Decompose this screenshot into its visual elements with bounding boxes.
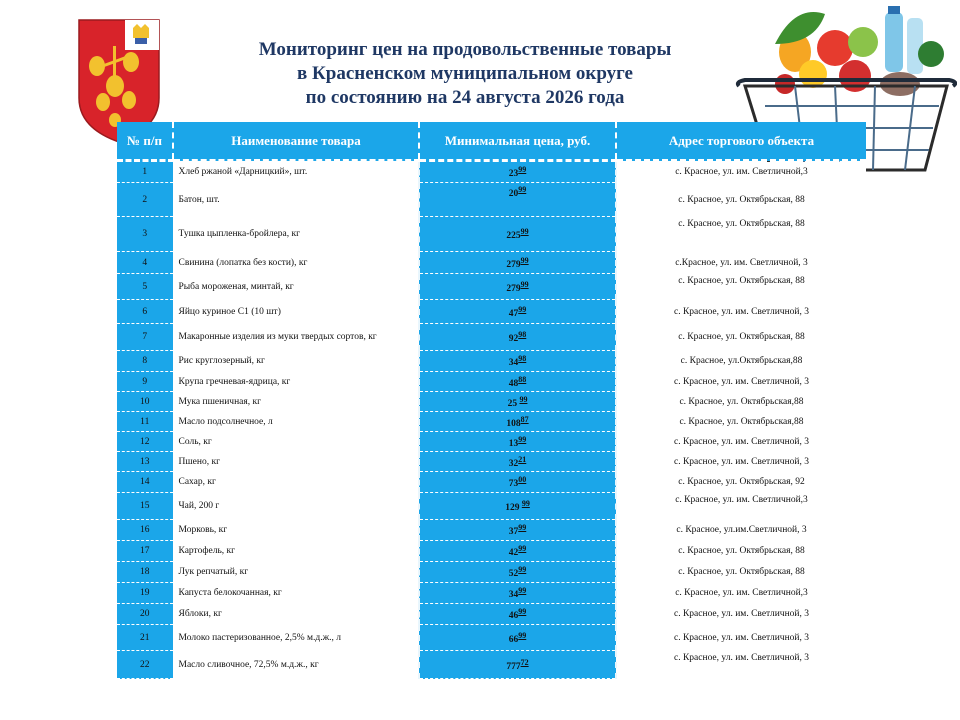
price-kopecks: 99 [520, 279, 529, 289]
price-rubles: 777 [506, 661, 521, 672]
price-kopecks: 98 [518, 354, 527, 363]
min-price [419, 452, 616, 472]
store-address: с. Красное, ул. им. Светличной, 3 [616, 651, 866, 679]
store-address: с. Красное, ул. Октябрьская, 92 [616, 472, 866, 493]
table-row [117, 161, 866, 183]
row-number: 1 [117, 161, 173, 183]
table-row [117, 604, 866, 625]
table-row [117, 217, 866, 252]
price-rubles: 20 [508, 189, 519, 199]
title-line-2: в Красненском муниципальном округе [297, 63, 633, 84]
table-row [117, 651, 866, 679]
price-rubles: 25 [507, 398, 520, 409]
row-number: 4 [117, 252, 173, 274]
store-address: с. Красное, ул. им. Светличной, 3 [616, 452, 866, 472]
store-address: с. Красное, ул. им. Светличной,3 [616, 583, 866, 604]
title-line-3: по состоянию на 24 августа 2026 года [305, 87, 625, 108]
page-title [215, 38, 715, 110]
row-number: 17 [117, 541, 173, 562]
header-number: № п/п [117, 122, 173, 161]
table-header-row [117, 122, 866, 161]
product-name: Молоко пастеризованное, 2,5% м.д.ж., л [173, 625, 419, 651]
min-price [419, 625, 616, 651]
store-address: с.Красное, ул. им. Светличной, 3 [616, 252, 866, 274]
price-kopecks: 99 [521, 499, 530, 508]
row-number: 12 [117, 432, 173, 452]
min-price [419, 493, 616, 520]
table-row [117, 183, 866, 217]
product-name: Макаронные изделия из муки твердых сортов, кг [173, 324, 419, 351]
table-row [117, 472, 866, 493]
price-kopecks: 99 [518, 304, 527, 314]
product-name: Свинина (лопатка без кости), кг [173, 252, 419, 274]
min-price [419, 432, 616, 452]
min-price [419, 372, 616, 392]
price-rubles: 108 [506, 418, 521, 429]
store-address: с. Красное, ул. им. Светличной, 3 [616, 372, 866, 392]
store-address: с. Красное, ул. Октябрьская, 88 [616, 274, 866, 300]
store-address: с. Красное, ул. Октябрьская, 88 [616, 217, 866, 252]
store-address: с. Красное, ул. им. Светличной,3 [616, 161, 866, 183]
product-name: Картофель, кг [173, 541, 419, 562]
store-address: с. Красное, ул. Октябрьская, 88 [616, 324, 866, 351]
store-address: с. Красное, ул.им.Светличной, 3 [616, 520, 866, 541]
price-rubles: 32 [508, 458, 519, 469]
product-name: Масло сливочное, 72,5% м.д.ж., кг [173, 651, 419, 679]
min-price [419, 252, 616, 274]
min-price [419, 562, 616, 583]
min-price [419, 472, 616, 493]
price-kopecks: 99 [518, 434, 527, 444]
price-rubles: 92 [508, 334, 519, 344]
row-number: 3 [117, 217, 173, 252]
row-number: 2 [117, 183, 173, 217]
price-kopecks: 99 [518, 586, 527, 595]
table-row [117, 583, 866, 604]
row-number: 9 [117, 372, 173, 392]
price-rubles: 66 [508, 634, 519, 645]
min-price [419, 392, 616, 412]
store-address: с. Красное, ул.Октябрьская,88 [616, 351, 866, 372]
min-price [419, 583, 616, 604]
min-price [419, 300, 616, 324]
header-min-price: Минимальная цена, руб. [419, 122, 616, 161]
table-row [117, 520, 866, 541]
store-address: с. Красное, ул. им. Светличной, 3 [616, 432, 866, 452]
row-number: 18 [117, 562, 173, 583]
table-row [117, 562, 866, 583]
table-row [117, 300, 866, 324]
price-rubles: 42 [508, 548, 519, 558]
price-kopecks: 88 [518, 374, 527, 384]
product-name: Капуста белокочанная, кг [173, 583, 419, 604]
min-price [419, 651, 616, 679]
price-rubles: 23 [508, 169, 519, 179]
product-name: Масло подсолнечное, л [173, 412, 419, 432]
row-number: 7 [117, 324, 173, 351]
price-rubles: 279 [506, 259, 521, 270]
product-name: Яблоки, кг [173, 604, 419, 625]
min-price [419, 520, 616, 541]
table-row [117, 452, 866, 472]
price-kopecks: 99 [518, 165, 527, 174]
price-rubles: 13 [508, 438, 519, 449]
min-price [419, 604, 616, 625]
min-price [419, 274, 616, 300]
product-name: Батон, шт. [173, 183, 419, 217]
price-kopecks: 99 [519, 394, 528, 404]
price-kopecks: 99 [518, 565, 527, 574]
min-price [419, 541, 616, 562]
price-rubles: 279 [506, 283, 521, 294]
price-rubles: 52 [508, 569, 519, 579]
price-kopecks: 00 [518, 475, 527, 484]
row-number: 16 [117, 520, 173, 541]
row-number: 8 [117, 351, 173, 372]
price-rubles: 225 [506, 231, 521, 241]
store-address: с. Красное, ул. им. Светличной, 3 [616, 625, 866, 651]
product-name: Лук репчатый, кг [173, 562, 419, 583]
table-row [117, 493, 866, 520]
min-price [419, 161, 616, 183]
min-price [419, 183, 616, 217]
price-kopecks: 99 [518, 544, 527, 553]
store-address: с. Красное, ул. Октябрьская, 88 [616, 562, 866, 583]
store-address: с. Красное, ул. Октябрьская, 88 [616, 541, 866, 562]
table-row [117, 372, 866, 392]
store-address: с. Красное, ул. им. Светличной,3 [616, 493, 866, 520]
price-rubles: 129 [505, 503, 522, 513]
title-line-1: Мониторинг цен на продовольственные товары [258, 39, 672, 60]
store-address: с. Красное, ул. Октябрьская,88 [616, 392, 866, 412]
table-row [117, 392, 866, 412]
product-name: Пшено, кг [173, 452, 419, 472]
price-kopecks: 99 [518, 185, 527, 194]
price-rubles: 34 [508, 590, 519, 600]
price-kopecks: 72 [520, 657, 529, 667]
price-kopecks: 98 [518, 330, 527, 339]
row-number: 13 [117, 452, 173, 472]
store-address: с. Красное, ул. Октябрьская,88 [616, 412, 866, 432]
product-name: Тушка цыпленка-бройлера, кг [173, 217, 419, 252]
min-price [419, 217, 616, 252]
header-product-name: Наименование товара [173, 122, 419, 161]
table-row [117, 324, 866, 351]
product-name: Сахар, кг [173, 472, 419, 493]
table-row [117, 541, 866, 562]
table-row [117, 252, 866, 274]
table-row [117, 412, 866, 432]
store-address: с. Красное, ул. им. Светличной, 3 [616, 604, 866, 625]
price-rubles: 37 [508, 527, 519, 537]
row-number: 22 [117, 651, 173, 679]
min-price [419, 412, 616, 432]
product-name: Соль, кг [173, 432, 419, 452]
price-kopecks: 99 [518, 630, 527, 640]
price-kopecks: 21 [518, 454, 527, 464]
product-name: Яйцо куриное С1 (10 шт) [173, 300, 419, 324]
store-address: с. Красное, ул. Октябрьская, 88 [616, 183, 866, 217]
min-price [419, 324, 616, 351]
row-number: 20 [117, 604, 173, 625]
price-rubles: 46 [508, 611, 519, 621]
price-rubles: 48 [508, 378, 519, 389]
price-rubles: 34 [508, 358, 519, 368]
table-row [117, 432, 866, 452]
row-number: 11 [117, 412, 173, 432]
price-rubles: 73 [508, 479, 519, 489]
table-row [117, 351, 866, 372]
store-address: с. Красное, ул. им. Светличной, 3 [616, 300, 866, 324]
header-store-address: Адрес торгового объекта [616, 122, 866, 161]
price-kopecks: 87 [520, 414, 529, 424]
product-name: Хлеб ржаной «Дарницкий», шт. [173, 161, 419, 183]
price-kopecks: 99 [518, 523, 527, 532]
product-name: Чай, 200 г [173, 493, 419, 520]
table-row [117, 625, 866, 651]
price-kopecks: 99 [520, 227, 529, 236]
product-name: Рыба мороженая, минтай, кг [173, 274, 419, 300]
table-row [117, 274, 866, 300]
product-name: Рис круглозерный, кг [173, 351, 419, 372]
product-name: Морковь, кг [173, 520, 419, 541]
price-kopecks: 99 [520, 255, 529, 265]
row-number: 21 [117, 625, 173, 651]
row-number: 14 [117, 472, 173, 493]
product-name: Мука пшеничная, кг [173, 392, 419, 412]
product-name: Крупа гречневая-ядрица, кг [173, 372, 419, 392]
price-kopecks: 99 [518, 607, 527, 616]
row-number: 15 [117, 493, 173, 520]
min-price [419, 351, 616, 372]
row-number: 6 [117, 300, 173, 324]
row-number: 19 [117, 583, 173, 604]
price-rubles: 47 [508, 308, 519, 319]
row-number: 10 [117, 392, 173, 412]
price-table [117, 122, 866, 679]
row-number: 5 [117, 274, 173, 300]
